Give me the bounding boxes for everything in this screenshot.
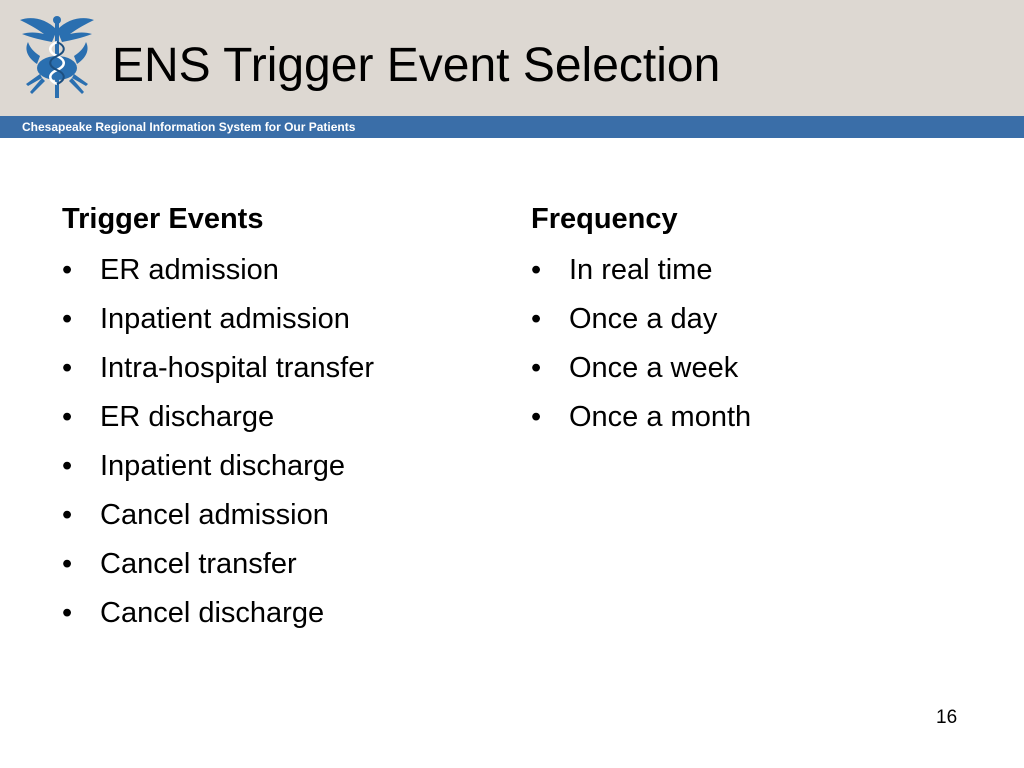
list-item-label: Cancel admission bbox=[100, 499, 329, 531]
organization-name: Chesapeake Regional Information System for Our Patients bbox=[22, 120, 356, 134]
list-item bbox=[62, 491, 502, 540]
trigger-events-column bbox=[62, 198, 502, 638]
bullet-icon: • bbox=[62, 548, 73, 580]
slide-title: ENS Trigger Event Selection bbox=[112, 39, 721, 92]
bullet-icon: • bbox=[531, 303, 542, 335]
list-item-label: ER admission bbox=[100, 254, 279, 286]
list-item bbox=[62, 295, 502, 344]
list-item-label: Once a month bbox=[569, 401, 752, 433]
bullet-icon: • bbox=[531, 401, 542, 433]
list-item-label: Once a day bbox=[569, 303, 718, 335]
list-item bbox=[62, 246, 502, 295]
list-item bbox=[531, 344, 971, 393]
page-number: 16 bbox=[936, 707, 958, 728]
list-item-label: Intra-hospital transfer bbox=[100, 352, 375, 384]
list-item-label: Cancel discharge bbox=[100, 597, 325, 629]
list-item bbox=[531, 393, 971, 442]
list-item-label: Inpatient admission bbox=[100, 303, 350, 335]
list-item-label: In real time bbox=[569, 254, 713, 286]
list-item bbox=[531, 246, 971, 295]
bullet-icon: • bbox=[531, 352, 542, 384]
list-item bbox=[62, 393, 502, 442]
bullet-icon: • bbox=[62, 352, 73, 384]
trigger-events-list bbox=[62, 246, 502, 638]
trigger-events-heading: Trigger Events bbox=[62, 203, 264, 235]
frequency-column bbox=[531, 198, 971, 442]
list-item-label: Once a week bbox=[569, 352, 739, 384]
list-item bbox=[62, 442, 502, 491]
frequency-list bbox=[531, 246, 971, 442]
bullet-icon: • bbox=[531, 254, 542, 286]
organization-band bbox=[0, 116, 1024, 138]
list-item bbox=[62, 344, 502, 393]
bullet-icon: • bbox=[62, 499, 73, 531]
list-item-label: Inpatient discharge bbox=[100, 450, 346, 482]
bullet-icon: • bbox=[62, 597, 73, 629]
slide-header bbox=[0, 0, 1024, 116]
caduceus-crab-logo-icon bbox=[18, 12, 96, 102]
list-item-label: ER discharge bbox=[100, 401, 275, 433]
bullet-icon: • bbox=[62, 401, 73, 433]
list-item bbox=[62, 540, 502, 589]
bullet-icon: • bbox=[62, 303, 73, 335]
list-item bbox=[531, 295, 971, 344]
bullet-icon: • bbox=[62, 254, 73, 286]
bullet-icon: • bbox=[62, 450, 73, 482]
list-item bbox=[62, 589, 502, 638]
list-item-label: Cancel transfer bbox=[100, 548, 297, 580]
frequency-heading: Frequency bbox=[531, 203, 678, 235]
